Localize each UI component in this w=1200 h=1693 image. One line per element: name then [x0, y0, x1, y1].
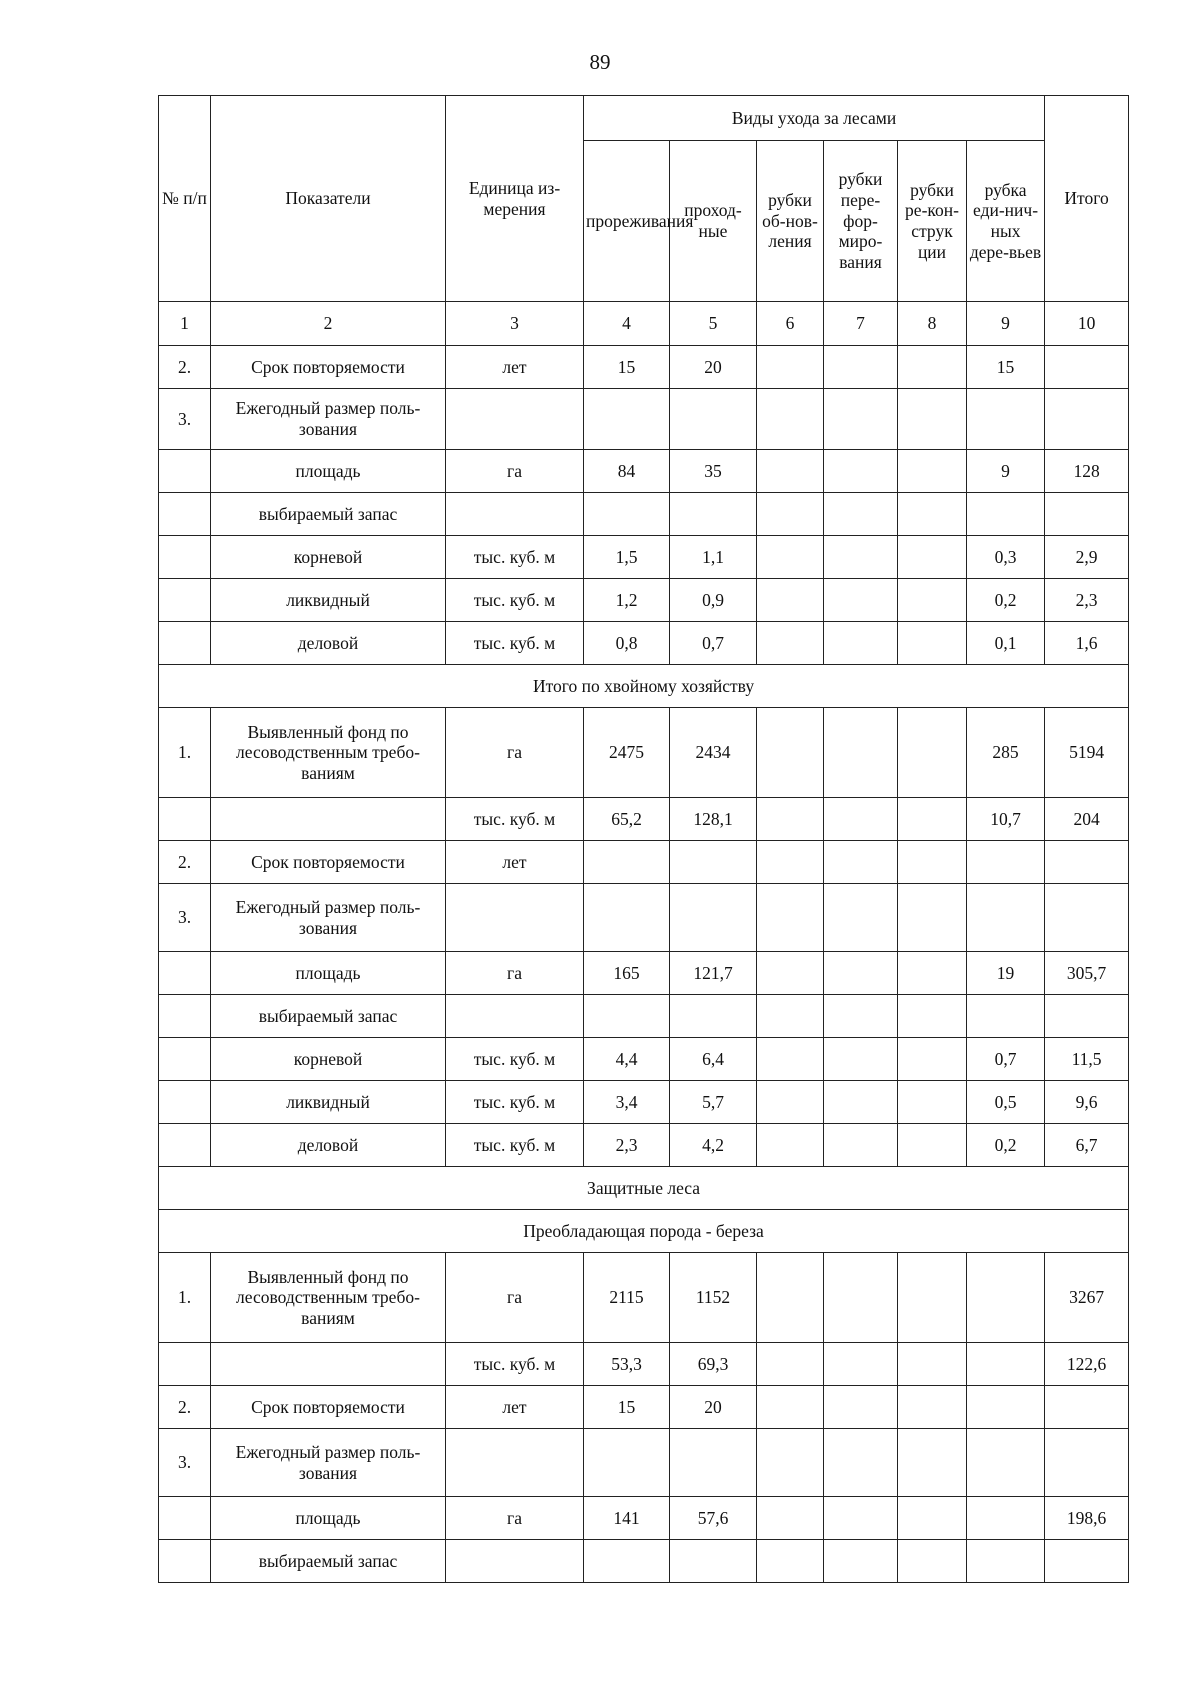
row-renewal-cell	[757, 389, 824, 450]
row-renewal-cell	[757, 536, 824, 579]
section-row	[159, 665, 1129, 708]
table-row	[159, 1253, 1129, 1343]
row-unit-cell: тыс. куб. м	[446, 798, 584, 841]
column-number: 7	[824, 302, 898, 346]
table-row	[159, 1343, 1129, 1386]
row-unit-cell: лет	[446, 841, 584, 884]
row-total-cell: 2,3	[1045, 579, 1129, 622]
row-renewal-cell	[757, 798, 824, 841]
row-renewal-cell	[757, 841, 824, 884]
row-indicator-cell: Выявленный фонд по лесоводственным требо-ваниям	[211, 1253, 446, 1343]
row-total-cell: 11,5	[1045, 1038, 1129, 1081]
row-total-cell	[1045, 1386, 1129, 1429]
row-passage-cell: 121,7	[670, 952, 757, 995]
column-number: 3	[446, 302, 584, 346]
row-num-cell	[159, 1540, 211, 1583]
row-reformation-cell	[824, 346, 898, 389]
row-single-trees-cell	[967, 1386, 1045, 1429]
row-passage-cell: 0,9	[670, 579, 757, 622]
row-total-cell	[1045, 493, 1129, 536]
row-reformation-cell	[824, 536, 898, 579]
row-unit-cell	[446, 995, 584, 1038]
row-passage-cell	[670, 995, 757, 1038]
row-reconstruction-cell	[898, 389, 967, 450]
row-renewal-cell	[757, 1540, 824, 1583]
row-reformation-cell	[824, 1253, 898, 1343]
row-indicator-cell: выбираемый запас	[211, 1540, 446, 1583]
row-num-cell: 1.	[159, 708, 211, 798]
row-indicator-cell	[211, 1343, 446, 1386]
row-renewal-cell	[757, 995, 824, 1038]
row-renewal-cell	[757, 1343, 824, 1386]
row-unit-cell: га	[446, 450, 584, 493]
table-row	[159, 622, 1129, 665]
row-thinning-cell: 53,3	[584, 1343, 670, 1386]
row-reformation-cell	[824, 493, 898, 536]
row-indicator-cell: Срок повторяемости	[211, 1386, 446, 1429]
row-passage-cell: 5,7	[670, 1081, 757, 1124]
header-col-passage: проход-ные	[670, 141, 757, 302]
row-unit-cell	[446, 389, 584, 450]
row-single-trees-cell	[967, 1540, 1045, 1583]
row-unit-cell: тыс. куб. м	[446, 536, 584, 579]
row-indicator-cell: ликвидный	[211, 1081, 446, 1124]
row-thinning-cell	[584, 389, 670, 450]
row-reformation-cell	[824, 841, 898, 884]
row-single-trees-cell: 0,1	[967, 622, 1045, 665]
row-total-cell: 2,9	[1045, 536, 1129, 579]
row-reformation-cell	[824, 1343, 898, 1386]
header-total: Итого	[1045, 96, 1129, 302]
row-passage-cell: 4,2	[670, 1124, 757, 1167]
row-num-cell	[159, 1124, 211, 1167]
row-total-cell: 122,6	[1045, 1343, 1129, 1386]
row-total-cell: 128	[1045, 450, 1129, 493]
column-number: 6	[757, 302, 824, 346]
column-number: 9	[967, 302, 1045, 346]
row-total-cell: 1,6	[1045, 622, 1129, 665]
row-single-trees-cell: 19	[967, 952, 1045, 995]
table-row	[159, 1497, 1129, 1540]
row-num-cell: 3.	[159, 884, 211, 952]
row-thinning-cell	[584, 1429, 670, 1497]
row-total-cell	[1045, 346, 1129, 389]
table-row	[159, 346, 1129, 389]
row-renewal-cell	[757, 1429, 824, 1497]
table-row	[159, 1124, 1129, 1167]
row-total-cell: 204	[1045, 798, 1129, 841]
row-thinning-cell: 1,5	[584, 536, 670, 579]
row-renewal-cell	[757, 493, 824, 536]
row-indicator-cell: ликвидный	[211, 579, 446, 622]
row-indicator-cell: корневой	[211, 536, 446, 579]
row-unit-cell: тыс. куб. м	[446, 1343, 584, 1386]
row-unit-cell	[446, 1540, 584, 1583]
row-reconstruction-cell	[898, 493, 967, 536]
row-num-cell: 2.	[159, 346, 211, 389]
forest-care-table	[158, 95, 1129, 1583]
row-indicator-cell: Срок повторяемости	[211, 346, 446, 389]
row-reformation-cell	[824, 952, 898, 995]
row-unit-cell: га	[446, 1253, 584, 1343]
row-reconstruction-cell	[898, 1081, 967, 1124]
row-single-trees-cell: 0,3	[967, 536, 1045, 579]
row-num-cell: 2.	[159, 1386, 211, 1429]
row-reconstruction-cell	[898, 622, 967, 665]
column-numbers-row	[159, 302, 1129, 346]
row-total-cell: 3267	[1045, 1253, 1129, 1343]
row-total-cell	[1045, 841, 1129, 884]
row-reformation-cell	[824, 798, 898, 841]
row-total-cell: 305,7	[1045, 952, 1129, 995]
row-unit-cell: тыс. куб. м	[446, 1038, 584, 1081]
row-reformation-cell	[824, 1038, 898, 1081]
row-unit-cell	[446, 884, 584, 952]
row-reconstruction-cell	[898, 1429, 967, 1497]
row-single-trees-cell: 9	[967, 450, 1045, 493]
row-total-cell	[1045, 884, 1129, 952]
row-num-cell	[159, 1343, 211, 1386]
row-reconstruction-cell	[898, 798, 967, 841]
row-renewal-cell	[757, 1038, 824, 1081]
section-row	[159, 1210, 1129, 1253]
row-reformation-cell	[824, 579, 898, 622]
row-reformation-cell	[824, 1081, 898, 1124]
row-passage-cell	[670, 493, 757, 536]
row-reformation-cell	[824, 884, 898, 952]
row-reconstruction-cell	[898, 841, 967, 884]
row-single-trees-cell	[967, 884, 1045, 952]
row-reformation-cell	[824, 389, 898, 450]
row-renewal-cell	[757, 346, 824, 389]
row-passage-cell	[670, 884, 757, 952]
table-row	[159, 1540, 1129, 1583]
header-group: Виды ухода за лесами	[584, 96, 1045, 141]
row-unit-cell	[446, 493, 584, 536]
row-thinning-cell: 1,2	[584, 579, 670, 622]
row-total-cell	[1045, 389, 1129, 450]
row-reformation-cell	[824, 1497, 898, 1540]
column-number: 2	[211, 302, 446, 346]
row-total-cell: 5194	[1045, 708, 1129, 798]
column-number: 8	[898, 302, 967, 346]
row-thinning-cell	[584, 1540, 670, 1583]
table-row	[159, 841, 1129, 884]
table-row	[159, 1429, 1129, 1497]
header-num: № п/п	[159, 96, 211, 302]
row-reconstruction-cell	[898, 536, 967, 579]
table-row	[159, 450, 1129, 493]
row-total-cell	[1045, 1429, 1129, 1497]
row-num-cell: 1.	[159, 1253, 211, 1343]
row-renewal-cell	[757, 450, 824, 493]
row-passage-cell: 35	[670, 450, 757, 493]
row-thinning-cell: 4,4	[584, 1038, 670, 1081]
table-row	[159, 884, 1129, 952]
row-single-trees-cell: 0,2	[967, 1124, 1045, 1167]
header-col-thinning: прореживания	[584, 141, 670, 302]
row-num-cell	[159, 450, 211, 493]
table-row	[159, 493, 1129, 536]
row-reconstruction-cell	[898, 1497, 967, 1540]
header-col-reconstruction: рубки ре-кон-струк ции	[898, 141, 967, 302]
row-total-cell: 9,6	[1045, 1081, 1129, 1124]
table-row	[159, 1038, 1129, 1081]
table-row	[159, 1081, 1129, 1124]
row-passage-cell	[670, 1540, 757, 1583]
row-num-cell	[159, 952, 211, 995]
row-unit-cell: га	[446, 952, 584, 995]
row-num-cell	[159, 1497, 211, 1540]
row-indicator-cell: Срок повторяемости	[211, 841, 446, 884]
row-single-trees-cell	[967, 493, 1045, 536]
row-unit-cell: лет	[446, 346, 584, 389]
row-reformation-cell	[824, 708, 898, 798]
row-single-trees-cell: 0,7	[967, 1038, 1045, 1081]
row-reformation-cell	[824, 1386, 898, 1429]
row-single-trees-cell	[967, 841, 1045, 884]
row-single-trees-cell	[967, 995, 1045, 1038]
row-passage-cell: 57,6	[670, 1497, 757, 1540]
row-indicator-cell: выбираемый запас	[211, 995, 446, 1038]
row-indicator-cell: Ежегодный размер поль-зования	[211, 1429, 446, 1497]
section-row	[159, 1167, 1129, 1210]
row-thinning-cell	[584, 841, 670, 884]
row-single-trees-cell	[967, 389, 1045, 450]
row-num-cell	[159, 622, 211, 665]
row-reconstruction-cell	[898, 1386, 967, 1429]
row-passage-cell: 128,1	[670, 798, 757, 841]
row-indicator-cell: площадь	[211, 1497, 446, 1540]
row-reformation-cell	[824, 1124, 898, 1167]
row-indicator-cell	[211, 798, 446, 841]
row-thinning-cell: 84	[584, 450, 670, 493]
row-thinning-cell: 15	[584, 346, 670, 389]
row-passage-cell	[670, 1429, 757, 1497]
row-unit-cell: тыс. куб. м	[446, 579, 584, 622]
header-col-renewal: рубки об-нов-ления	[757, 141, 824, 302]
row-thinning-cell: 0,8	[584, 622, 670, 665]
row-renewal-cell	[757, 1124, 824, 1167]
row-thinning-cell: 141	[584, 1497, 670, 1540]
row-renewal-cell	[757, 622, 824, 665]
row-passage-cell: 20	[670, 1386, 757, 1429]
row-single-trees-cell: 0,5	[967, 1081, 1045, 1124]
table-row	[159, 708, 1129, 798]
row-thinning-cell	[584, 884, 670, 952]
column-number: 5	[670, 302, 757, 346]
table-row	[159, 995, 1129, 1038]
page-number: 89	[589, 50, 611, 74]
section-title: Защитные леса	[159, 1167, 1129, 1210]
header-col-single-trees: рубка еди-нич-ных дере-вьев	[967, 141, 1045, 302]
row-passage-cell	[670, 841, 757, 884]
row-unit-cell: лет	[446, 1386, 584, 1429]
row-renewal-cell	[757, 1081, 824, 1124]
row-num-cell	[159, 536, 211, 579]
row-single-trees-cell: 0,2	[967, 579, 1045, 622]
row-renewal-cell	[757, 884, 824, 952]
table-header	[159, 96, 1129, 346]
header-col-reformation: рубки пере-фор-миро-вания	[824, 141, 898, 302]
row-reformation-cell	[824, 1429, 898, 1497]
row-indicator-cell: деловой	[211, 622, 446, 665]
row-single-trees-cell	[967, 1429, 1045, 1497]
row-num-cell	[159, 798, 211, 841]
row-thinning-cell: 65,2	[584, 798, 670, 841]
row-renewal-cell	[757, 952, 824, 995]
table-body	[159, 346, 1129, 1583]
row-num-cell	[159, 493, 211, 536]
row-single-trees-cell: 10,7	[967, 798, 1045, 841]
column-number: 4	[584, 302, 670, 346]
row-indicator-cell: корневой	[211, 1038, 446, 1081]
row-reformation-cell	[824, 995, 898, 1038]
row-thinning-cell: 165	[584, 952, 670, 995]
row-reconstruction-cell	[898, 1253, 967, 1343]
row-indicator-cell: Выявленный фонд по лесоводственным требо-ваниям	[211, 708, 446, 798]
row-reconstruction-cell	[898, 579, 967, 622]
column-number: 10	[1045, 302, 1129, 346]
row-renewal-cell	[757, 579, 824, 622]
row-unit-cell: га	[446, 1497, 584, 1540]
section-title: Итого по хвойному хозяйству	[159, 665, 1129, 708]
table-row	[159, 536, 1129, 579]
table-row	[159, 798, 1129, 841]
row-unit-cell: тыс. куб. м	[446, 1124, 584, 1167]
row-passage-cell	[670, 389, 757, 450]
row-single-trees-cell	[967, 1497, 1045, 1540]
row-indicator-cell: Ежегодный размер поль-зования	[211, 884, 446, 952]
row-unit-cell: тыс. куб. м	[446, 1081, 584, 1124]
section-title: Преобладающая порода - береза	[159, 1210, 1129, 1253]
row-thinning-cell: 2115	[584, 1253, 670, 1343]
column-number: 1	[159, 302, 211, 346]
table-row	[159, 1386, 1129, 1429]
row-reconstruction-cell	[898, 952, 967, 995]
row-reconstruction-cell	[898, 884, 967, 952]
row-thinning-cell: 3,4	[584, 1081, 670, 1124]
row-num-cell: 2.	[159, 841, 211, 884]
row-reconstruction-cell	[898, 995, 967, 1038]
row-num-cell	[159, 579, 211, 622]
row-reconstruction-cell	[898, 346, 967, 389]
row-passage-cell: 69,3	[670, 1343, 757, 1386]
row-renewal-cell	[757, 1497, 824, 1540]
row-indicator-cell: площадь	[211, 450, 446, 493]
row-reconstruction-cell	[898, 708, 967, 798]
row-unit-cell	[446, 1429, 584, 1497]
row-single-trees-cell	[967, 1343, 1045, 1386]
row-indicator-cell: площадь	[211, 952, 446, 995]
row-total-cell	[1045, 1540, 1129, 1583]
row-total-cell	[1045, 995, 1129, 1038]
row-num-cell: 3.	[159, 389, 211, 450]
row-reconstruction-cell	[898, 1124, 967, 1167]
row-total-cell: 6,7	[1045, 1124, 1129, 1167]
row-reformation-cell	[824, 1540, 898, 1583]
row-thinning-cell	[584, 493, 670, 536]
row-thinning-cell	[584, 995, 670, 1038]
row-renewal-cell	[757, 1253, 824, 1343]
row-passage-cell: 2434	[670, 708, 757, 798]
row-num-cell	[159, 1081, 211, 1124]
row-thinning-cell: 2,3	[584, 1124, 670, 1167]
row-num-cell	[159, 1038, 211, 1081]
row-indicator-cell: выбираемый запас	[211, 493, 446, 536]
row-renewal-cell	[757, 708, 824, 798]
row-passage-cell: 1152	[670, 1253, 757, 1343]
row-reconstruction-cell	[898, 1343, 967, 1386]
row-unit-cell: га	[446, 708, 584, 798]
row-total-cell: 198,6	[1045, 1497, 1129, 1540]
row-num-cell	[159, 995, 211, 1038]
row-renewal-cell	[757, 1386, 824, 1429]
row-passage-cell: 6,4	[670, 1038, 757, 1081]
row-indicator-cell: деловой	[211, 1124, 446, 1167]
row-indicator-cell: Ежегодный размер поль-зования	[211, 389, 446, 450]
row-single-trees-cell: 285	[967, 708, 1045, 798]
row-single-trees-cell: 15	[967, 346, 1045, 389]
table-row	[159, 389, 1129, 450]
row-reconstruction-cell	[898, 1038, 967, 1081]
row-reformation-cell	[824, 622, 898, 665]
row-single-trees-cell	[967, 1253, 1045, 1343]
row-num-cell: 3.	[159, 1429, 211, 1497]
row-thinning-cell: 2475	[584, 708, 670, 798]
row-reformation-cell	[824, 450, 898, 493]
row-passage-cell: 20	[670, 346, 757, 389]
header-indicators: Показатели	[211, 96, 446, 302]
table-row	[159, 579, 1129, 622]
row-reconstruction-cell	[898, 450, 967, 493]
row-unit-cell: тыс. куб. м	[446, 622, 584, 665]
row-passage-cell: 1,1	[670, 536, 757, 579]
row-reconstruction-cell	[898, 1540, 967, 1583]
header-unit: Единица из-мерения	[446, 96, 584, 302]
row-passage-cell: 0,7	[670, 622, 757, 665]
table-row	[159, 952, 1129, 995]
row-thinning-cell: 15	[584, 1386, 670, 1429]
